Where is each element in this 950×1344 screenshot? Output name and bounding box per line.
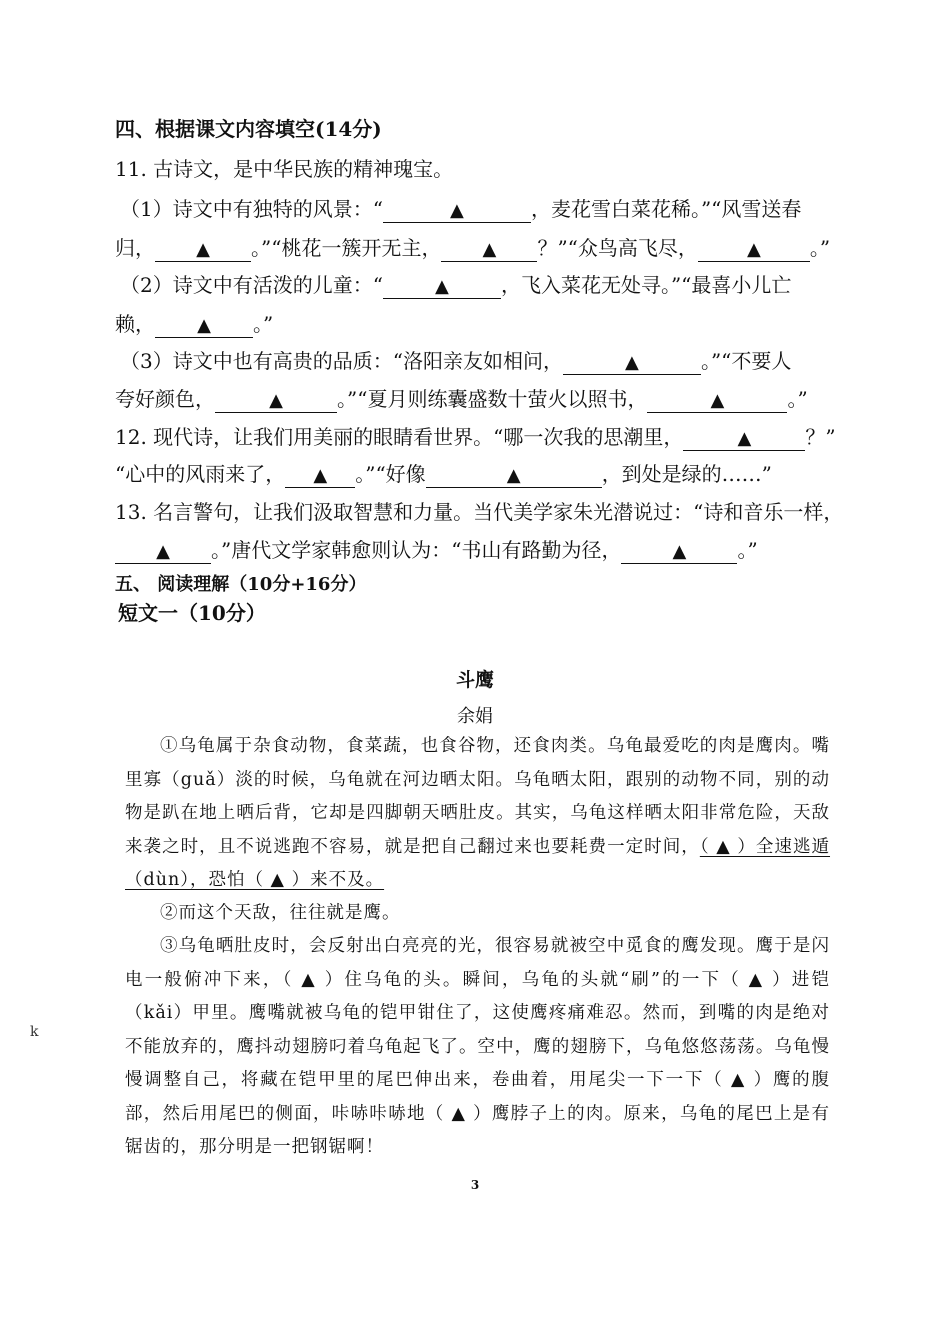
q13-line1: 13. 名言警句，让我们汲取智慧和力量。当代美学家朱光潜说过：“诗和音乐一样， [115,500,844,524]
article-author: 余娟 [457,706,493,727]
page-number: 3 [470,1178,480,1192]
answer-blank[interactable]: ▲ [426,463,602,488]
answer-blank[interactable]: ▲ [441,237,537,262]
underlined-sentence: （ ▲ ）全速逃遁（dùn），恐怕（ ▲ ）来不及。 [125,836,831,890]
answer-blank[interactable]: ▲ [563,350,701,375]
section4-heading: 四、根据课文内容填空(14分) [115,117,382,141]
margin-mark: k [30,1024,39,1040]
answer-blank[interactable]: ▲ [155,313,253,338]
answer-blank[interactable]: ▲ [215,388,337,413]
answer-blank[interactable]: ▲ [383,274,501,299]
section5-heading: 五、 阅读理解（10分+16分） [115,574,367,595]
q11-intro: 11. 古诗文，是中华民族的精神瑰宝。 [115,157,454,181]
q11-part1-line2: 归， ▲ 。”“桃花一簇开无主， ▲ ？”“众鸟高飞尽， ▲ 。” [115,236,831,260]
article-paragraph-1: ①乌龟属于杂食动物，食菜蔬，也食谷物，还食肉类。乌龟最爱吃的肉是鹰肉。嘴里寡（guǎ）淡的时候，乌龟就在河边晒太阳。乌龟晒太阳，跟别的动物不同，别的动物是趴在地上晒后背，它却是四脚朝天晒肚皮。其实，乌龟这样晒太阳非常危险，天敌来袭之时，且不说逃跑不容易，就是把自己翻过来也要耗费一定时间，（ ▲ ）全速逃遁（dùn），恐怕（ ▲ ）来不及。 [125,736,831,890]
q11-part3-line1: （3）诗文中也有高贵的品质：“洛阳亲友如相问， ▲ 。”“不要人 [120,349,792,373]
section5-subheading: 短文一（10分） [118,601,266,625]
q12-line1: 12. 现代诗，让我们用美丽的眼睛看世界。“哪一次我的思潮里， ▲ ？” [115,425,836,449]
article-paragraph-2: ②而这个天敌，往往就是鹰。 [160,903,401,923]
article-title: 斗鹰 [455,669,494,691]
q13-line2: ▲ 。”唐代文学家韩愈则认为：“书山有路勤为径， ▲ 。” [115,537,758,564]
answer-blank[interactable]: ▲ [647,388,787,413]
q11-part2-line2: 赖， ▲ 。” [115,312,274,336]
answer-blank[interactable]: ▲ [683,426,805,451]
q11-part2-line1: （2）诗文中有活泼的儿童：“ ▲ ，飞入菜花无处寻。”“最喜小儿亡 [120,273,792,297]
answer-blank[interactable]: ▲ [698,237,810,262]
answer-blank[interactable]: ▲ [155,237,251,262]
answer-blank[interactable]: ▲ [621,539,737,564]
answer-blank[interactable]: ▲ [115,539,211,564]
q12-line2: “心中的风雨来了， ▲ 。”“好像 ▲ ，到处是绿的……” [115,462,772,486]
article-paragraph-3: ③乌龟晒肚皮时，会反射出白亮亮的光，很容易就被空中觅食的鹰发现。鹰于是闪电一般俯冲下来，（ ▲ ）住乌龟的头。瞬间，乌龟的头就“刷”的一下（ ▲ ）进铠（kǎi）甲里。鹰嘴就被乌龟的铠甲钳住了，这使鹰疼痛难忍。然而，到嘴的肉是绝对不能放弃的，鹰抖动翅膀叼着乌龟起飞了。空中，鹰的翅膀下，乌龟悠悠荡荡。乌龟慢慢调整自己，将藏在铠甲里的尾巴伸出来，卷曲着，用尾尖一下一下（ ▲ ）鹰的腹部，然后用尾巴的侧面，咔哧咔哧地（ ▲ ）鹰脖子上的肉。原来，乌龟的尾巴上是有锯齿的，那分明是一把钢锯啊！ [125,936,830,1157]
answer-blank[interactable]: ▲ [383,198,531,223]
q11-part3-line2: 夸好颜色， ▲ 。”“夏月则练囊盛数十萤火以照书， ▲ 。” [115,387,808,411]
answer-blank[interactable]: ▲ [285,463,355,488]
q11-part1-line1: （1）诗文中有独特的风景：“ ▲ ，麦花雪白菜花稀。”“风雪送春 [120,197,802,221]
